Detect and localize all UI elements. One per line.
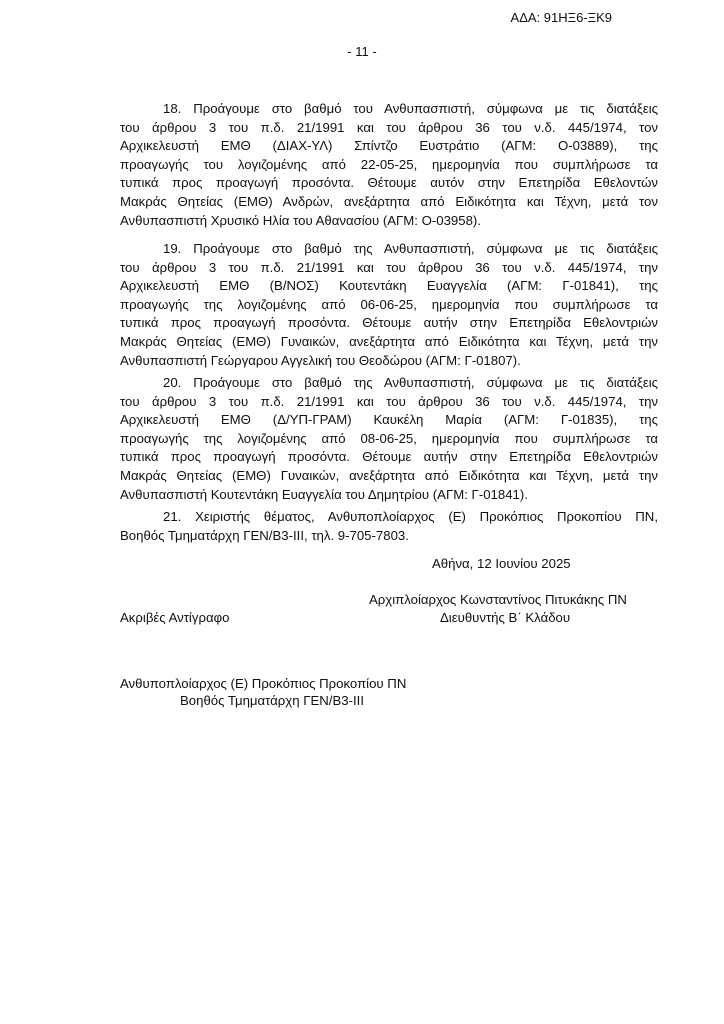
paragraph-line: 20. Προάγουμε στο βαθμό της Ανθυπασπιστή, σύμφωνα με τις διατάξεις (163, 375, 658, 390)
paragraph-20 (120, 374, 658, 504)
paragraph-line: του άρθρου 3 του π.δ. 21/1991 και του άρθρου 36 του ν.δ. 445/1974, τον (120, 119, 658, 135)
paragraph-line: 18. Προάγουμε στο βαθμό του Ανθυπασπιστή, σύμφωνα με τις διατάξεις (163, 101, 658, 116)
paragraph-line: Ανθυπασπιστή Χρυσικό Ηλία του Αθανασίου (ΑΓΜ: Ο-03958). (120, 212, 481, 228)
paragraph-line: τυπικά προς προαγωγή προσόντα. Θέτουμε αυτόν στην Επετηρίδα Εθελοντών (120, 175, 658, 191)
paragraph-line: 19. Προάγουμε στο βαθμό της Ανθυπασπιστή, σύμφωνα με τις διατάξεις (163, 241, 658, 256)
paragraph-line: προαγωγής του λογιζομένης από 22-05-25, ημερομηνία που συμπλήρωσε τα (120, 156, 658, 172)
paragraph-line: του άρθρου 3 του π.δ. 21/1991 και του άρθρου 36 του ν.δ. 445/1974, την (120, 259, 658, 275)
paragraph-line: τυπικά προς προαγωγή προσόντα. Θέτουμε αυτήν στην Επετηρίδα Εθελοντριών (120, 315, 658, 331)
paragraph-line: Ανθυπασπιστή Κουτεντάκη Ευαγγελία του Δημητρίου (ΑΓΜ: Γ-01841). (120, 486, 528, 502)
paragraph-line: Μακράς Θητείας (ΕΜΘ) Ανδρών, ανεξάρτητα από Ειδικότητα και Τέχνη, μετά τον (120, 193, 658, 209)
paragraph-line: Αρχικελευστή ΕΜΘ (Δ/ΥΠ-ΓΡΑΜ) Καυκέλη Μαρία (ΑΓΜ: Γ-01835), της (120, 412, 658, 428)
paragraph-line: Αρχικελευστή ΕΜΘ (ΔΙΑΧ-ΥΛ) Σπίντζο Ευστράτιο (ΑΓΜ: Ο-03889), της (120, 138, 658, 154)
paragraph-line: προαγωγής της λογιζομένης από 08-06-25, ημερομηνία που συμπλήρωσε τα (120, 430, 658, 446)
page-number: - 11 - (347, 44, 377, 59)
paragraph-18 (120, 100, 658, 230)
certifier-name: Ανθυποπλοίαρχος (Ε) Προκόπιος Προκοπίου ΠΝ (120, 676, 407, 691)
certified-copy-label: Ακριβές Αντίγραφο (120, 610, 230, 625)
paragraph-line: τυπικά προς προαγωγή προσόντα. Θέτουμε αυτήν στην Επετηρίδα Εθελοντριών (120, 449, 658, 465)
signatory-name: Αρχιπλοίαρχος Κωνσταντίνος Πιτυκάκης ΠΝ (369, 592, 627, 607)
signatory-title: Διευθυντής Β΄ Κλάδου (440, 610, 571, 625)
place-date: Αθήνα, 12 Ιουνίου 2025 (432, 556, 571, 571)
paragraph-line: Ανθυπασπιστή Γεώργαρου Αγγελική του Θεοδώρου (ΑΓΜ: Γ-01807). (120, 352, 521, 368)
paragraph-line: του άρθρου 3 του π.δ. 21/1991 και του άρθρου 36 του ν.δ. 445/1974, την (120, 393, 658, 409)
paragraph-19 (120, 240, 658, 370)
ada-code: ΑΔΑ: 91ΗΞ6-ΞΚ9 (510, 10, 612, 25)
paragraph-line: Μακράς Θητείας (ΕΜΘ) Γυναικών, ανεξάρτητα από Ειδικότητα και Τέχνη, μετά την (120, 333, 658, 349)
paragraph-line: Μακράς Θητείας (ΕΜΘ) Γυναικών, ανεξάρτητα από Ειδικότητα και Τέχνη, μετά την (120, 467, 658, 483)
paragraph-21 (120, 508, 658, 545)
paragraph-line: Βοηθός Τμηματάρχη ΓΕΝ/Β3-ΙΙΙ, τηλ. 9-705-7803. (120, 527, 409, 543)
paragraph-line: 21. Χειριστής θέματος, Ανθυποπλοίαρχος (Ε) Προκόπιος Προκοπίου ΠΝ, (163, 509, 658, 524)
paragraph-line: προαγωγής της λογιζομένης από 06-06-25, ημερομηνία που συμπλήρωσε τα (120, 296, 658, 312)
paragraph-line: Αρχικελευστή ΕΜΘ (Β/ΝΟΣ) Κουτεντάκη Ευαγγελία (ΑΓΜ: Γ-01841), της (120, 278, 658, 294)
certifier-title: Βοηθός Τμηματάρχη ΓΕΝ/Β3-ΙΙΙ (180, 693, 364, 708)
